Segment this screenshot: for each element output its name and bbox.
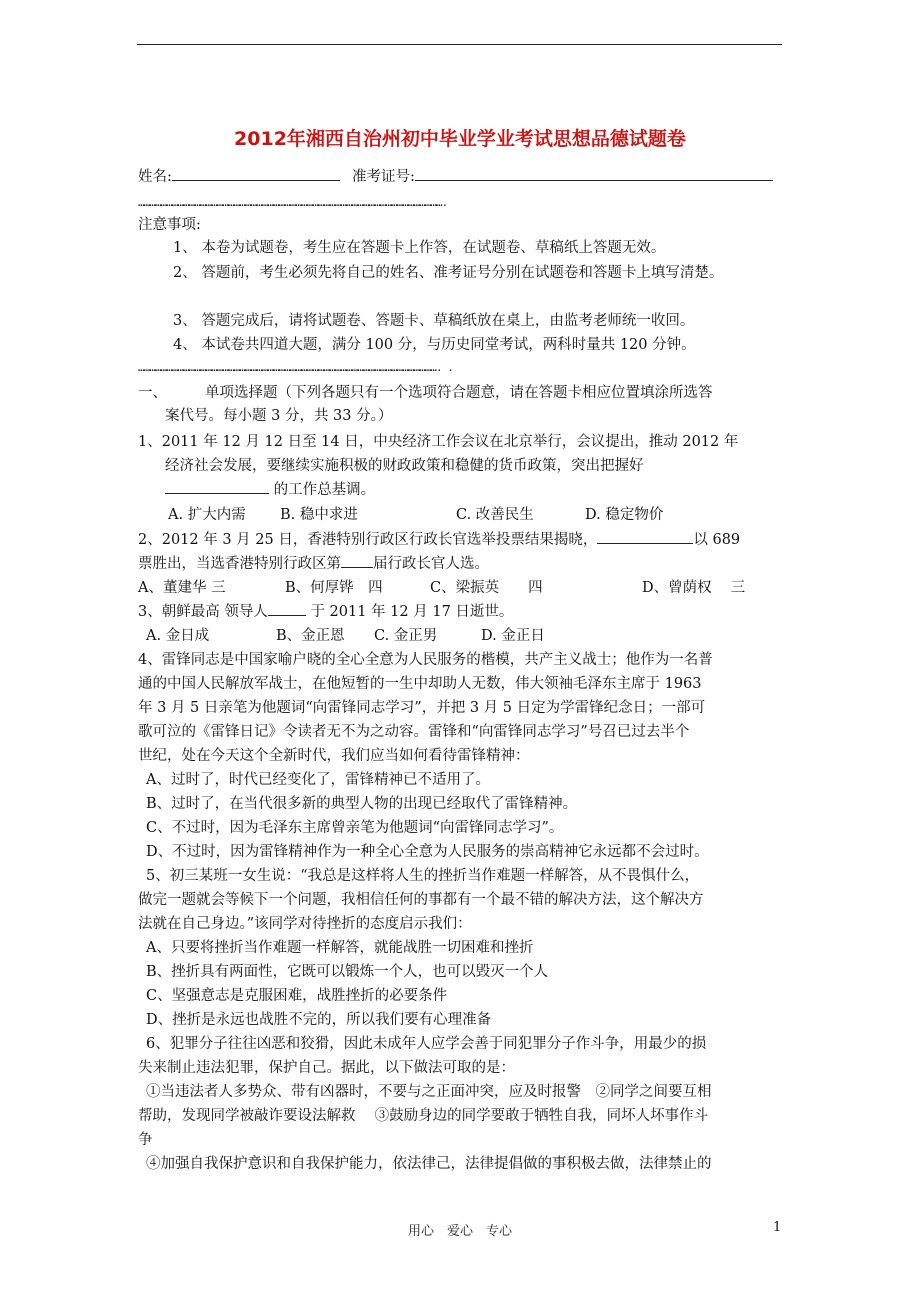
q3-line1 xyxy=(138,600,513,621)
q1-option-a: A. 扩大内需 xyxy=(168,507,246,523)
q2-option-c: C、梁振英 四 xyxy=(430,580,543,596)
q6-line: 帮助，发现同学被敲诈要设法解救 ③鼓励身边的同学要敢于牺牲自我，同坏人坏事作斗 xyxy=(138,1108,709,1124)
q2-line2 xyxy=(138,552,489,573)
name-field xyxy=(138,165,340,186)
q6-line: ①当违法者人多势众、带有凶器时，不要与之正面冲突，应及时报警 ②同学之间要互相 xyxy=(146,1084,712,1100)
q4-line: 歌可泣的《雷锋日记》令读者无不为之动容。雷锋和“向雷锋同志学习”号召已过去半个 xyxy=(138,724,690,740)
q4-line: 世纪，处在今天这个全新时代，我们应当如何看待雷锋精神： xyxy=(138,748,530,764)
q3-option-b: B、金正恩 xyxy=(276,628,345,644)
q5-line: 法就在自己身边。”该同学对待挫折的态度启示我们： xyxy=(138,916,472,932)
q3-line1-start: 3、朝鲜最高 领导人 xyxy=(138,604,268,620)
page-number: 1 xyxy=(773,1220,782,1235)
q5-option-b: B、挫折具有两面性，它既可以锻炼一个人，也可以毁灭一个人 xyxy=(146,964,549,980)
q3-blank xyxy=(268,601,306,616)
q4-line: 4、雷锋同志是中国家喻户晓的全心全意为人民服务的楷模，共产主义战士；他作为一名普 xyxy=(138,652,713,668)
q2-option-a: A、董建华 三 xyxy=(138,580,226,596)
section-number: 一、 xyxy=(138,385,167,401)
q4-line: 年 3 月 5 日亲笔为他题词“向雷锋同志学习”，并把 3 月 5 日定为学雷锋纪念日；一部可 xyxy=(138,700,706,716)
q1-option-d: D. 稳定物价 xyxy=(585,507,664,523)
q4-option-b: B、过时了，在当代很多新的典型人物的出现已经取代了雷锋精神。 xyxy=(146,796,578,812)
q1-line1: 1、2011 年 12 月 12 日至 14 日，中央经济工作会议在北京举行，会议提出，推动 2012 年 xyxy=(138,434,739,450)
notice-item-1: 1、 本卷为试题卷，考生应在答题卡上作答，在试题卷、草稿纸上答题无效。 xyxy=(173,240,666,256)
q6-line: 失来制止违法犯罪，保护自己。据此，以下做法可取的是： xyxy=(138,1060,515,1076)
q1-line2: 经济社会发展，要继续实施积极的财政政策和稳健的货币政策，突出把握好 xyxy=(165,458,644,474)
q2-blank-2 xyxy=(341,553,373,568)
notice-item-3: 3、 答题完成后，请将试题卷、答题卡、草稿纸放在桌上，由监考老师统一收回。 xyxy=(173,313,695,329)
q3-option-c: C. 金正男 xyxy=(374,628,438,644)
q4-option-d: D、不过时，因为雷锋精神作为一种全心全意为人民服务的崇高精神它永远都不会过时。 xyxy=(146,844,709,860)
q1-option-b: B. 稳中求进 xyxy=(280,507,358,523)
q3-line1-end: 于 2011 年 12 月 17 日逝世。 xyxy=(310,604,514,620)
q2-option-b: B、何厚铧 四 xyxy=(285,580,383,596)
notice-heading: 注意事项: xyxy=(138,217,201,233)
q2-line2-end: 届行政长官人选。 xyxy=(373,556,489,572)
q2-blank-1 xyxy=(597,529,693,544)
id-label: 准考证号: xyxy=(352,169,415,185)
id-blank xyxy=(415,166,773,181)
q3-option-a: A. 金日成 xyxy=(146,628,210,644)
top-rule xyxy=(137,44,782,45)
q4-option-c: C、不过时，因为毛泽东主席曾亲笔为他题词“向雷锋同志学习”。 xyxy=(146,820,564,836)
dotted-divider-top: ………………………………………………………………………………………………………………………………………………. xyxy=(138,196,448,209)
notice-item-4: 4、 本试卷共四道大题，满分 100 分，与历史同堂考试，两科时量共 120 分钟。 xyxy=(173,337,696,353)
q4-line: 通的中国人民解放军战士，在他短暂的一生中却助人无数，伟大领袖毛泽东主席于 1963 xyxy=(138,676,702,692)
q2-line1-end: 以 689 xyxy=(693,532,741,548)
q4-option-a: A、过时了，时代已经变化了，雷锋精神已不适用了。 xyxy=(146,772,490,788)
q1-line3-text: 的工作总基调。 xyxy=(273,482,376,498)
name-label: 姓名: xyxy=(138,169,172,185)
q1-blank xyxy=(165,479,269,494)
q2-line1-start: 2、2012 年 3 月 25 日，香港特别行政区行政长官选举投票结果揭晓， xyxy=(138,532,598,548)
name-blank xyxy=(172,166,340,181)
q3-option-d: D. 金正日 xyxy=(481,628,545,644)
dotted-divider-bottom: ……………………………………………………………………………………………………………………………………………. . xyxy=(138,361,453,374)
q2-line1 xyxy=(138,528,740,549)
q2-line2-start: 票胜出，当选香港特别行政区第 xyxy=(138,556,341,572)
q5-option-a: A、只要将挫折当作难题一样解答，就能战胜一切困难和挫折 xyxy=(146,940,534,956)
q5-option-c: C、坚强意志是克服困难，战胜挫折的必要条件 xyxy=(146,988,448,1004)
notice-item-2: 2、 答题前，考生必须先将自己的姓名、准考证号分别在试题卷和答题卡上填写清楚。 xyxy=(173,265,724,281)
id-field xyxy=(352,165,773,186)
q2-option-d: D、曾荫权 三 xyxy=(642,580,746,596)
q5-line: 5、初三某班一女生说：“我总是这样将人生的挫折当作难题一样解答，从不畏惧什么， xyxy=(146,868,700,884)
q6-line: 争 xyxy=(138,1132,153,1148)
section-instructions-line1: 单项选择题（下列各题只有一个选项符合题意，请在答题卡相应位置填涂所选答 xyxy=(205,385,713,401)
q5-option-d: D、挫折是永远也战胜不完的，所以我们要有心理准备 xyxy=(146,1012,492,1028)
q1-line3 xyxy=(165,478,375,499)
exam-title: 2012年湘西自治州初中毕业学业考试思想品德试题卷 xyxy=(234,128,686,150)
q6-line: 6、犯罪分子往往凶恶和狡猾，因此未成年人应学会善于同犯罪分子作斗争，用最少的损 xyxy=(146,1036,707,1052)
q5-line: 做完一题就会等候下一个问题，我相信任何的事都有一个最不错的解决方法，这个解决方 xyxy=(138,892,704,908)
q1-option-c: C. 改善民生 xyxy=(456,507,534,523)
page-footer: 用心 爱心 专心 xyxy=(407,1224,512,1239)
section-instructions-line2: 案代号。每小题 3 分，共 33 分。） xyxy=(165,408,393,424)
q6-line: ④加强自我保护意识和自我保护能力，依法律己，法律提倡做的事积极去做，法律禁止的 xyxy=(146,1156,712,1172)
